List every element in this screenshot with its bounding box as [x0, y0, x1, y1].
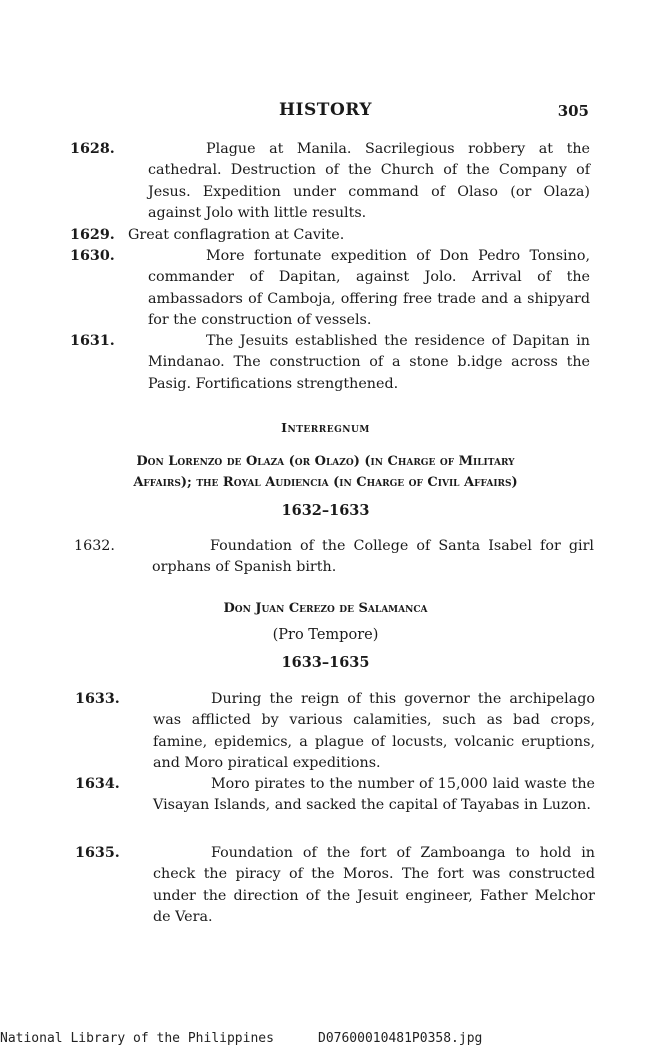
entry-text: Plague at Manila. Sacrilegious robbery at the cathedral. Destruction of the Church of the Company of Jesus. Expedition under command of Olaso (or Olaza) against Jolo with little results.: [148, 141, 590, 222]
entry-text: Foundation of the fort of Zamboanga to hold in check the piracy of the Moros. The fort was constructed under the direction of the Jesuit engineer, Father Melchor de Vera.: [153, 845, 595, 926]
entry-1634: [75, 774, 595, 840]
entry-text: During the reign of this governor the archipelago was afflicted by various calamities, such as bad crops, famine, epidemics, a plague of locusts, volcanic eruptions, and Moro piratical expeditions.: [153, 691, 595, 772]
footer-library: National Library of the Philippines: [0, 1031, 274, 1046]
entry-year: 1628.: [70, 141, 115, 157]
section-subheading: (Pro Tempore): [272, 627, 379, 643]
section-subheading-line2: Affairs); the Royal Audiencia (in Charge of Civil Affairs): [133, 475, 518, 490]
footer-file-id: D07600010481P0358.jpg: [318, 1031, 483, 1046]
entry-1633: [75, 689, 595, 775]
page-number: 305: [557, 102, 589, 120]
entry-1631: [70, 331, 590, 397]
entry-text: Moro pirates to the number of 15,000 laid waste the Visayan Islands, and sacked the capital of Tayabas in Luzon.: [153, 776, 595, 814]
entry-year: 1631.: [70, 333, 115, 349]
entry-1630: [70, 246, 590, 332]
section-heading-interregnum: Interregnum: [281, 420, 370, 435]
entry-1629: [70, 225, 590, 247]
entry-year: 1633.: [75, 691, 120, 707]
entry-year: 1634.: [75, 776, 120, 792]
section-subheading-line1: Don Lorenzo de Olaza (or Olazo) (in Charge of Military: [136, 454, 515, 469]
entry-text: Foundation of the College of Santa Isabel for girl orphans of Spanish birth.: [152, 538, 594, 576]
entry-1628: [70, 139, 590, 225]
section-years: 1632–1633: [281, 502, 370, 519]
entry-text: The Jesuits established the residence of Dapitan in Mindanao. The construction of a stone b.idge across the Pasig. Fortifications strengthened.: [148, 333, 590, 392]
entry-text: Great conflagration at Cavite.: [128, 227, 345, 243]
section-heading-governor: Don Juan Cerezo de Salamanca: [223, 601, 428, 616]
entry-year: 1630.: [70, 248, 115, 264]
entry-text: More fortunate expedition of Don Pedro Tonsino, commander of Dapitan, against Jolo. Arrival of the ambassadors of Camboja, offering free trade and a shipyard for the construction of vessels.: [148, 248, 590, 329]
entry-1635: [75, 843, 595, 929]
entry-year: 1632.: [74, 538, 115, 554]
running-head-title: HISTORY: [279, 100, 372, 120]
entry-1632: [74, 536, 594, 580]
entry-year: 1629.: [70, 227, 115, 243]
section-years: 1633–1635: [281, 654, 370, 671]
entry-year: 1635.: [75, 845, 120, 861]
